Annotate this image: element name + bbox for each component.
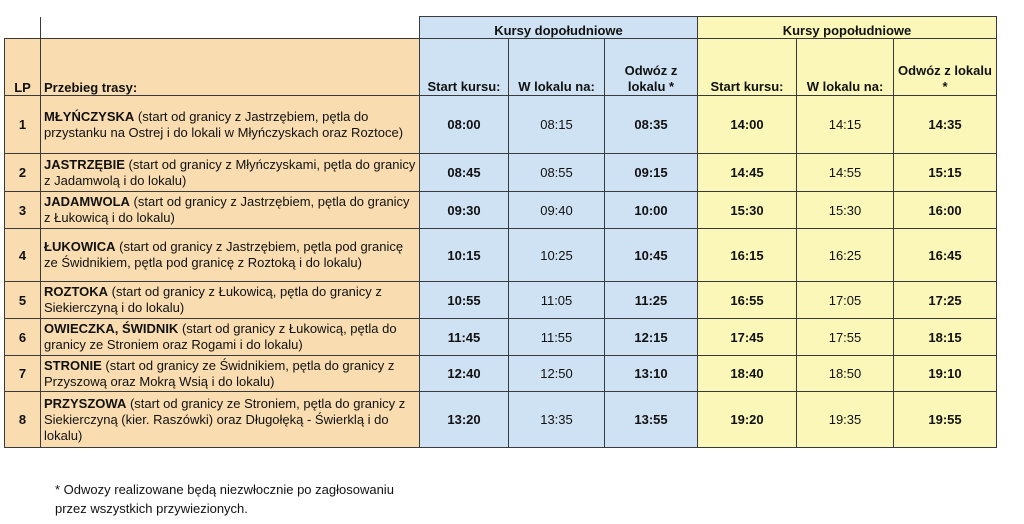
afternoon-start: 19:20	[698, 392, 797, 448]
morning-return: 13:55	[605, 392, 698, 448]
afternoon-group-header: Kursy popołudniowe	[698, 17, 997, 39]
afternoon-return: 16:45	[894, 229, 997, 282]
route-cell	[41, 319, 420, 356]
afternoon-start: 18:40	[698, 356, 797, 392]
morning-return: 12:15	[605, 319, 698, 356]
route-cell	[41, 96, 420, 154]
route-cell	[41, 282, 420, 319]
morning-return: 09:15	[605, 154, 698, 192]
morning-start: 11:45	[420, 319, 509, 356]
morning-at: 09:40	[509, 192, 605, 229]
afternoon-start: 16:15	[698, 229, 797, 282]
morning-group-header: Kursy dopołudniowe	[420, 17, 698, 39]
afternoon-return: 15:15	[894, 154, 997, 192]
route-name: OWIECZKA, ŚWIDNIK	[44, 321, 179, 336]
morning-at: 12:50	[509, 356, 605, 392]
route-name: JASTRZĘBIE	[44, 156, 125, 172]
route-name: PRZYSZOWA	[44, 395, 127, 411]
afternoon-at-header: W lokalu na:	[797, 39, 894, 96]
footnote-line: * Odwozy realizowane będą niezwłocznie po zagłosowaniu	[55, 482, 394, 497]
afternoon-return: 18:15	[894, 319, 997, 356]
route-cell	[41, 356, 420, 392]
blank-header-cell	[41, 17, 420, 39]
route-name: ROZTOKA	[44, 284, 109, 299]
morning-at: 08:55	[509, 154, 605, 192]
route-cell	[41, 192, 420, 229]
morning-return: 08:35	[605, 96, 698, 154]
afternoon-start-header: Start kursu:	[698, 39, 797, 96]
route-description: (start od granicy ze Świdnikiem, pętla do granicy z Przyszową oraz Mokrą Wsią i do lokalu)	[44, 357, 395, 389]
morning-at: 10:25	[509, 229, 605, 282]
morning-start: 10:55	[420, 282, 509, 319]
morning-at: 11:55	[509, 319, 605, 356]
afternoon-at: 17:55	[797, 319, 894, 356]
route-description: (start od granicy z Łukowicą, pętla do granicy ze Stroniem oraz Rogami i do lokalu)	[44, 321, 397, 352]
afternoon-at: 18:50	[797, 356, 894, 392]
morning-return: 11:25	[605, 282, 698, 319]
table-row	[5, 282, 997, 319]
morning-return: 10:45	[605, 229, 698, 282]
afternoon-at: 17:05	[797, 282, 894, 319]
afternoon-start: 14:00	[698, 96, 797, 154]
schedule-table	[4, 16, 997, 448]
afternoon-return: 17:25	[894, 282, 997, 319]
afternoon-start: 16:55	[698, 282, 797, 319]
afternoon-return: 19:10	[894, 356, 997, 392]
route-cell	[41, 392, 420, 448]
row-lp: 2	[5, 154, 41, 192]
route-description: (start od granicy z Jastrzębiem, pętla pod granicę ze Świdnikiem, pętla pod granicę z Roztoką i do lokalu)	[44, 239, 404, 270]
row-lp: 6	[5, 319, 41, 356]
row-lp: 3	[5, 192, 41, 229]
route-description: (start od granicy z Jastrzębiem, pętla do granicy z Łukowicą i do lokalu)	[44, 194, 410, 225]
row-lp: 1	[5, 96, 41, 154]
afternoon-at: 19:35	[797, 392, 894, 448]
route-description: (start od granicy ze Stroniem, pętla do granicy z Siekierczyną (kier. Raszówki) oraz Długołęką - Świerklą i do lokalu)	[44, 395, 406, 443]
morning-at-header: W lokalu na:	[509, 39, 605, 96]
morning-at: 08:15	[509, 96, 605, 154]
row-lp: 8	[5, 392, 41, 448]
afternoon-return: 16:00	[894, 192, 997, 229]
lp-header: LP	[5, 39, 41, 96]
row-lp: 7	[5, 356, 41, 392]
afternoon-start: 15:30	[698, 192, 797, 229]
morning-start-header: Start kursu:	[420, 39, 509, 96]
morning-start: 12:40	[420, 356, 509, 392]
route-description: (start od granicy z Łukowicą, pętla do granicy z Siekierczyną i do lokalu)	[44, 284, 382, 315]
morning-return: 10:00	[605, 192, 698, 229]
afternoon-at: 14:15	[797, 96, 894, 154]
route-description: (start od granicy z Jastrzębiem, pętla do przystanku na Ostrej i do lokali w Młyńczyskach oraz Roztoce)	[44, 108, 404, 140]
blank-header-cell	[5, 17, 41, 39]
afternoon-return: 19:55	[894, 392, 997, 448]
row-lp: 5	[5, 282, 41, 319]
morning-return: 13:10	[605, 356, 698, 392]
table-row	[5, 154, 997, 192]
route-description: (start od granicy z Młyńczyskami, pętla do granicy z Jadamwolą i do lokalu)	[44, 156, 416, 188]
afternoon-start: 17:45	[698, 319, 797, 356]
table-row	[5, 192, 997, 229]
morning-start: 13:20	[420, 392, 509, 448]
footnote-line: przez wszystkich przywiezionych.	[55, 501, 248, 516]
afternoon-return: 14:35	[894, 96, 997, 154]
morning-at: 13:35	[509, 392, 605, 448]
afternoon-return-header: Odwóz z lokalu *	[894, 39, 997, 96]
route-name: ŁUKOWICA	[44, 239, 116, 254]
route-name: JADAMWOLA	[44, 194, 130, 209]
route-name: MŁYŃCZYSKA	[44, 108, 135, 124]
table-row	[5, 229, 997, 282]
morning-start: 10:15	[420, 229, 509, 282]
footnote	[55, 480, 394, 518]
morning-at: 11:05	[509, 282, 605, 319]
morning-return-header: Odwóz z lokalu *	[605, 39, 698, 96]
table-row	[5, 392, 997, 448]
afternoon-at: 14:55	[797, 154, 894, 192]
route-header: Przebieg trasy:	[41, 39, 420, 96]
row-lp: 4	[5, 229, 41, 282]
afternoon-at: 15:30	[797, 192, 894, 229]
route-name: STRONIE	[44, 357, 102, 373]
route-cell	[41, 154, 420, 192]
table-row	[5, 319, 997, 356]
table-row	[5, 96, 997, 154]
afternoon-at: 16:25	[797, 229, 894, 282]
afternoon-start: 14:45	[698, 154, 797, 192]
table-row	[5, 356, 997, 392]
morning-start: 08:45	[420, 154, 509, 192]
morning-start: 09:30	[420, 192, 509, 229]
morning-start: 08:00	[420, 96, 509, 154]
route-cell	[41, 229, 420, 282]
